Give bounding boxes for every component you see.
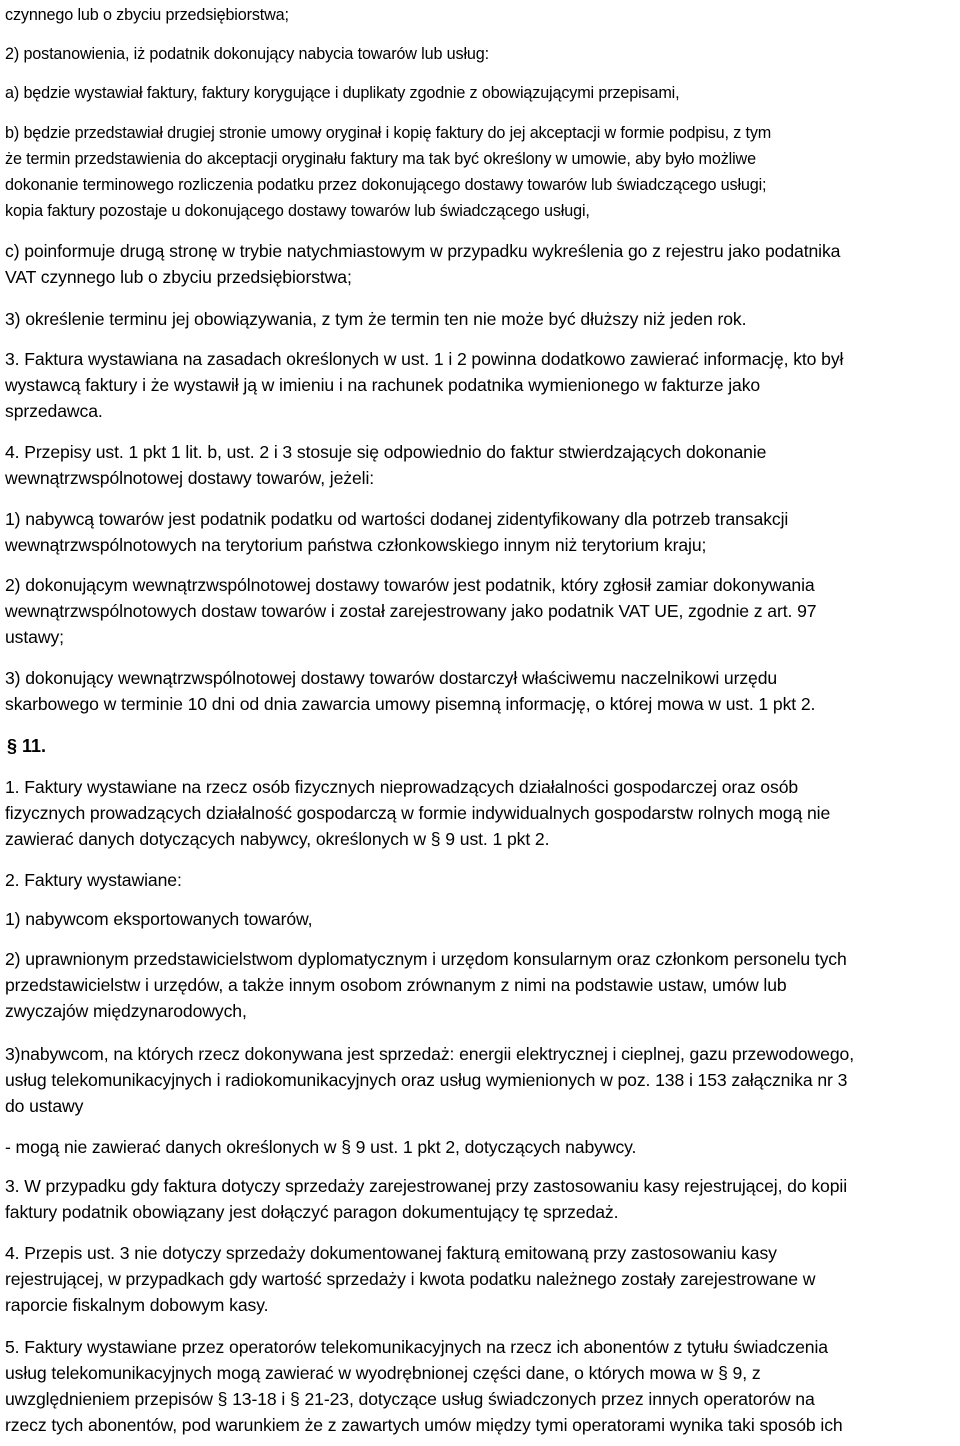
text-line: 1. Faktury wystawiane na rzecz osób fizycznych nieprowadzących działalności gospodarczej oraz osób — [5, 777, 799, 797]
text-line: wewnątrzwspólnotowej dostawy towarów, jeżeli: — [5, 468, 375, 488]
text-line: 1) nabywcom eksportowanych towarów, — [5, 909, 313, 929]
text-line: wewnątrzwspólnotowych dostaw towarów i został zarejestrowany jako podatnik VAT UE, zgodnie z art. 97 — [5, 601, 817, 621]
text-line: VAT czynnego lub o zbyciu przedsiębiorstwa; — [5, 267, 352, 287]
text-line: skarbowego w terminie 10 dni od dnia zawarcia umowy pisemną informację, o której mowa w ust. 1 pkt 2. — [5, 694, 816, 714]
paragraph-2-postanowienia — [5, 41, 489, 67]
text-line: 3. Faktura wystawiana na zasadach określonych w ust. 1 i 2 powinna dodatkowo zawierać informację, kto był — [5, 349, 844, 369]
text-line: b) będzie przedstawiał drugiej stronie umowy oryginał i kopię faktury do jej akceptacji w formie podpisu, z tym — [5, 124, 772, 142]
paragraph-fragment — [5, 2, 289, 28]
paragraph-3-dokonujacy — [5, 665, 815, 717]
paragraph-11-2-1 — [5, 906, 312, 932]
text-line: 5. Faktury wystawiane przez operatorów telekomunikacyjnych na rzecz ich abonentów z tytułu świadczenia — [5, 1337, 828, 1357]
text-line: 4. Przepisy ust. 1 pkt 1 lit. b, ust. 2 i 3 stosuje się odpowiednio do faktur stwierdzających dokonanie — [5, 442, 767, 462]
text-line: rejestrującej, w przypadkach gdy wartość sprzedaży i kwota podatku należnego zostały zarejestrowane w — [5, 1269, 816, 1289]
text-line: ustawy; — [5, 627, 64, 647]
paragraph-11-2-tail — [5, 1134, 636, 1160]
text-line: dokonanie terminowego rozliczenia podatku przez dokonującego dostawy towarów lub świadczącego usługi; — [5, 176, 767, 194]
text-line: uwzględnieniem przepisów § 13-18 i § 21-23, dotyczące usług świadczonych przez innych operatorów na — [5, 1389, 815, 1409]
text-line: że termin przedstawienia do akceptacji oryginału faktury ma tak być określony w umowie, aby było możliwe — [5, 150, 756, 168]
text-line: 2) dokonującym wewnątrzwspólnotowej dostawy towarów jest podatnik, który zgłosił zamiar dokonywania — [5, 575, 815, 595]
text-line: 4. Przepis ust. 3 nie dotyczy sprzedaży dokumentowanej fakturą emitowaną przy zastosowaniu kasy — [5, 1243, 777, 1263]
paragraph-3-faktura — [5, 346, 843, 424]
text-line: usług telekomunikacyjnych i radiokomunikacyjnych oraz usług wymienionych w poz. 138 i 153 załącznika nr 3 — [5, 1070, 848, 1090]
text-line: kopia faktury pozostaje u dokonującego dostawy towarów lub świadczącego usługi, — [5, 202, 590, 220]
text-line: - mogą nie zawierać danych określonych w § 9 ust. 1 pkt 2, dotyczących nabywcy. — [5, 1137, 637, 1157]
text-line: zwyczajów międzynarodowych, — [5, 1001, 247, 1021]
text-line: czynnego lub o zbyciu przedsiębiorstwa; — [5, 6, 289, 24]
paragraph-c — [5, 238, 840, 290]
text-line: raporcie fiskalnym dobowym kasy. — [5, 1295, 269, 1315]
paragraph-11-4 — [5, 1240, 815, 1318]
section-heading-11 — [7, 733, 46, 759]
text-line: 3) określenie terminu jej obowiązywania, z tym że termin ten nie może być dłuższy niż jeden rok. — [5, 309, 747, 329]
paragraph-11-3 — [5, 1173, 847, 1225]
text-line: wystawcą faktury i że wystawił ją w imieniu i na rachunek podatnika wymienionego w fakturze jako — [5, 375, 761, 395]
paragraph-11-2 — [5, 867, 182, 893]
text-line: 3) dokonujący wewnątrzwspólnotowej dostawy towarów dostarczył właściwemu naczelnikowi urzędu — [5, 668, 778, 688]
text-line: faktury podatnik obowiązany jest dołączyć paragon dokumentujący tę sprzedaż. — [5, 1202, 619, 1222]
paragraph-11-2-3 — [5, 1041, 854, 1119]
text-line: 3)nabywcom, na których rzecz dokonywana jest sprzedaż: energii elektrycznej i cieplnej, gazu przewodowego, — [5, 1044, 854, 1064]
text-line: 2) uprawnionym przedstawicielstwom dyplomatycznym i urzędom konsularnym oraz członkom personelu tych — [5, 949, 847, 969]
text-line: fizycznych prowadzących działalność gospodarczą w formie indywidualnych gospodarstw rolnych mogą nie — [5, 803, 831, 823]
section-heading-text: § 11. — [7, 736, 47, 756]
text-line: a) będzie wystawiał faktury, faktury korygujące i duplikaty zgodnie z obowiązującymi przepisami, — [5, 84, 680, 102]
paragraph-b — [5, 120, 771, 224]
paragraph-a — [5, 80, 679, 106]
text-line: usług telekomunikacyjnych mogą zawierać w wyodrębnionej części dane, o których mowa w § 9, z — [5, 1363, 761, 1383]
paragraph-11-2-2 — [5, 946, 847, 1024]
paragraph-4-przepisy — [5, 439, 766, 491]
paragraph-2-dokonujacym — [5, 572, 816, 650]
paragraph-11-5 — [5, 1334, 843, 1438]
paragraph-11-1 — [5, 774, 830, 852]
text-line: wewnątrzwspólnotowych na terytorium państwa członkowskiego innym niż terytorium kraju; — [5, 535, 707, 555]
text-line: rzecz tych abonentów, pod warunkiem że z zawartych umów między tymi operatorami wynika taki sposób ich — [5, 1415, 843, 1435]
paragraph-3-termin — [5, 306, 746, 332]
paragraph-1-nabywca — [5, 506, 788, 558]
text-line: c) poinformuje drugą stronę w trybie natychmiastowym w przypadku wykreślenia go z rejestru jako podatnika — [5, 241, 841, 261]
text-line: 2) postanowienia, iż podatnik dokonujący nabycia towarów lub usług: — [5, 45, 489, 63]
text-line: do ustawy — [5, 1096, 84, 1116]
text-line: 1) nabywcą towarów jest podatnik podatku od wartości dodanej zidentyfikowany dla potrzeb transakcji — [5, 509, 789, 529]
text-line: przedstawicielstw i urzędów, a także innym osobom zrównanym z nimi na podstawie ustaw, umów lub — [5, 975, 787, 995]
text-line: sprzedawca. — [5, 401, 103, 421]
text-line: 3. W przypadku gdy faktura dotyczy sprzedaży zarejestrowanej przy zastosowaniu kasy rejestrującej, do kopii — [5, 1176, 848, 1196]
text-line: zawierać danych dotyczących nabywcy, określonych w § 9 ust. 1 pkt 2. — [5, 829, 550, 849]
text-line: 2. Faktury wystawiane: — [5, 870, 182, 890]
